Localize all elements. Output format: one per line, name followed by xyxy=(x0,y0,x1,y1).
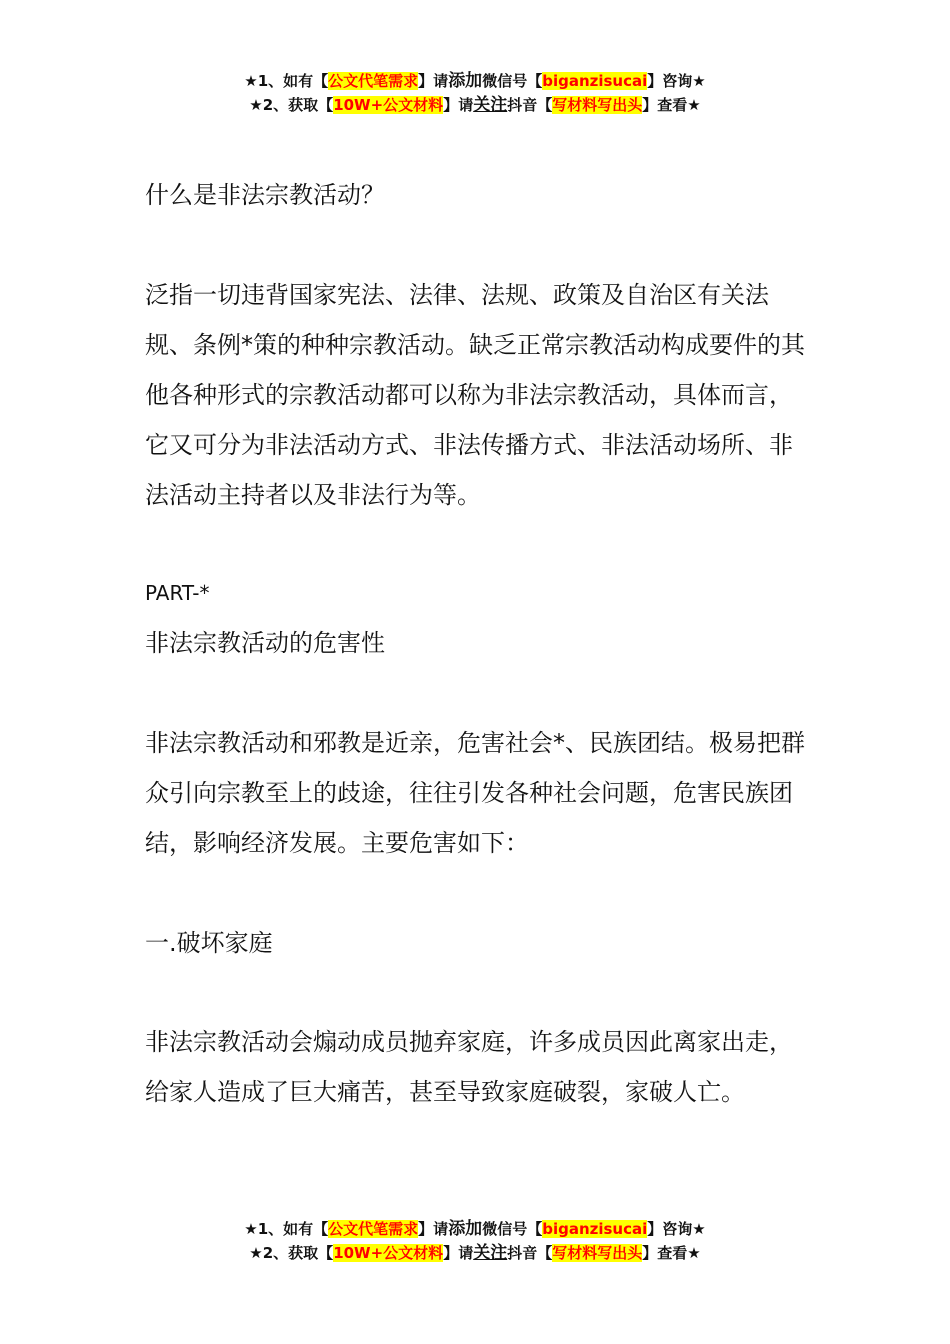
section-1-title: 一.破坏家庭 xyxy=(145,929,273,957)
banner-highlight-service: 公文代笔需求 xyxy=(328,72,419,90)
banner-highlight-wechat: biganzisucai xyxy=(542,1220,648,1238)
question-title: 什么是非法宗教活动？ xyxy=(145,181,385,209)
banner-highlight-materials: 10W+公文材料 xyxy=(333,96,444,114)
banner-highlight-douyin: 写材料写出头 xyxy=(552,96,643,114)
banner-highlight-wechat: biganzisucai xyxy=(542,72,648,90)
harm-paragraph: 非法宗教活动和邪教是近亲，危害社会*、民族团结。极易把群众引向宗教至上的歧途，往往引发各种社会问题，危害民族团结，影响经济发展。主要危害如下： xyxy=(145,729,805,857)
banner-highlight-materials: 10W+公文材料 xyxy=(333,1244,444,1262)
part-label: PART-* xyxy=(145,581,210,605)
banner-highlight-douyin: 写材料写出头 xyxy=(552,1244,643,1262)
banner-highlight-service: 公文代笔需求 xyxy=(328,1220,419,1238)
part-title: 非法宗教活动的危害性 xyxy=(145,629,385,657)
banner-line-2: ★2、获取【10W+公文材料】请关注抖音【写材料写出头】查看★ xyxy=(249,1243,701,1263)
banner-line-1: ★1、如有【公文代笔需求】请添加微信号【biganzisucai】咨询★ xyxy=(244,71,706,91)
bottom-banner xyxy=(0,1217,950,1265)
top-banner xyxy=(0,69,950,117)
banner-line-2: ★2、获取【10W+公文材料】请关注抖音【写材料写出头】查看★ xyxy=(249,95,701,115)
definition-paragraph: 泛指一切违背国家宪法、法律、法规、政策及自治区有关法规、条例*策的种种宗教活动。缺乏正常宗教活动构成要件的其他各种形式的宗教活动都可以称为非法宗教活动，具体而言，它又可分为非法活动方式、非法传播方式、非法活动场所、非法活动主持者以及非法行为等。 xyxy=(145,281,805,509)
section-1-paragraph: 非法宗教活动会煽动成员抛弃家庭，许多成员因此离家出走，给家人造成了巨大痛苦，甚至导致家庭破裂，家破人亡。 xyxy=(145,1028,793,1106)
banner-line-1: ★1、如有【公文代笔需求】请添加微信号【biganzisucai】咨询★ xyxy=(244,1219,706,1239)
